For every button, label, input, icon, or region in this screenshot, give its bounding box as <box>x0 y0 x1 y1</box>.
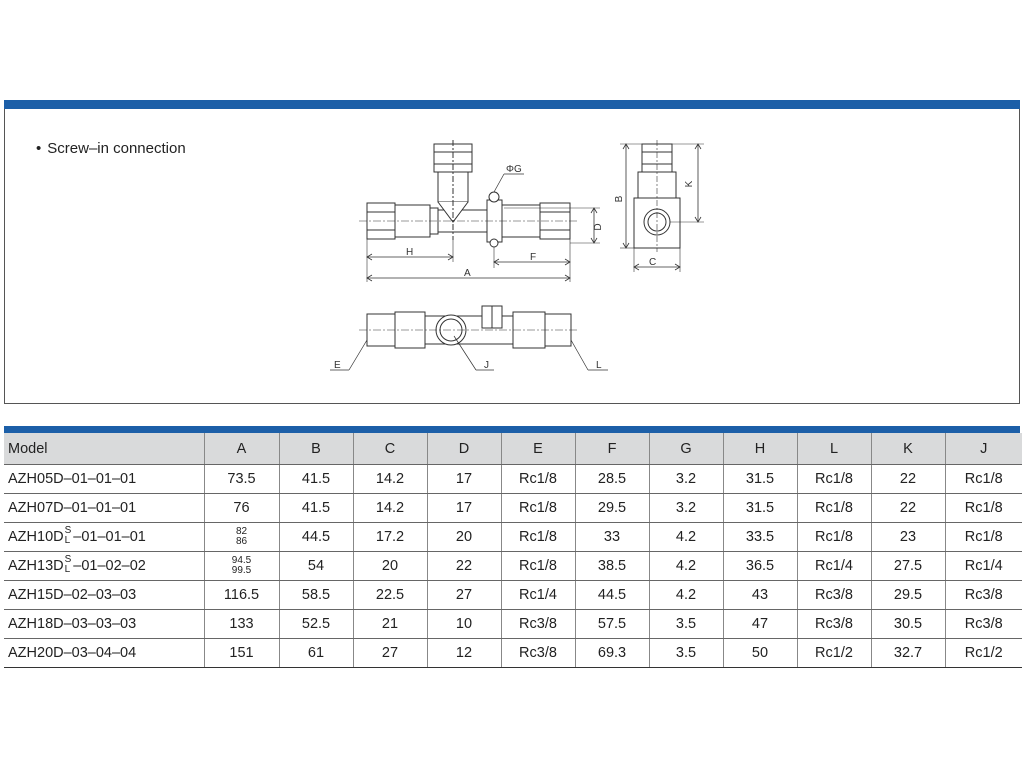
label-c: C <box>649 257 657 268</box>
header-a: A <box>204 433 279 465</box>
cell-k: 29.5 <box>871 581 945 610</box>
cell-l: Rc1/8 <box>797 465 871 494</box>
a-value-bottom: 99.5 <box>231 565 252 576</box>
table-row <box>4 523 1022 552</box>
front-view <box>359 140 604 282</box>
cell-a: 133 <box>204 610 279 639</box>
header-c: C <box>353 433 427 465</box>
cell-b: 52.5 <box>279 610 353 639</box>
table-row <box>4 581 1022 610</box>
cell-k: 22 <box>871 465 945 494</box>
label-k: K <box>684 180 695 188</box>
model-variant-l: L <box>64 564 71 575</box>
a-value-top: 94.5 <box>231 555 252 566</box>
cell-model: AZH18D–03–03–03 <box>4 610 204 639</box>
cell-a <box>204 552 279 581</box>
model-variant-stack <box>65 555 72 575</box>
header-e: E <box>501 433 575 465</box>
cell-k: 32.7 <box>871 639 945 668</box>
table-row <box>4 465 1022 494</box>
side-view <box>614 140 704 272</box>
model-variant-l: L <box>64 535 71 546</box>
cell-d: 22 <box>427 552 501 581</box>
cell-c: 27 <box>353 639 427 668</box>
cell-g: 4.2 <box>649 581 723 610</box>
model-prefix: AZH13D <box>8 557 64 574</box>
cell-k: 27.5 <box>871 552 945 581</box>
label-e: E <box>334 360 341 371</box>
cell-h: 50 <box>723 639 797 668</box>
label-f: F <box>530 252 537 263</box>
label-b: B <box>614 195 625 203</box>
dimension-drawing <box>4 100 1020 404</box>
cell-d: 20 <box>427 523 501 552</box>
cell-l: Rc3/8 <box>797 581 871 610</box>
cell-model <box>4 552 204 581</box>
a-value-top: 82 <box>235 526 248 537</box>
cell-b: 54 <box>279 552 353 581</box>
model-variant-stack <box>65 526 72 546</box>
cell-c: 14.2 <box>353 494 427 523</box>
top-view <box>330 306 608 371</box>
cell-j: Rc1/2 <box>945 639 1022 668</box>
cell-c: 20 <box>353 552 427 581</box>
cell-c: 17.2 <box>353 523 427 552</box>
cell-d: 10 <box>427 610 501 639</box>
cell-j: Rc1/8 <box>945 523 1022 552</box>
cell-h: 33.5 <box>723 523 797 552</box>
section-title-text: Screw–in connection <box>47 140 186 157</box>
cell-j: Rc1/4 <box>945 552 1022 581</box>
cell-k: 23 <box>871 523 945 552</box>
table-accent-bar <box>4 426 1020 433</box>
cell-f: 29.5 <box>575 494 649 523</box>
cell-a: 76 <box>204 494 279 523</box>
header-g: G <box>649 433 723 465</box>
cell-e: Rc3/8 <box>501 639 575 668</box>
label-l: L <box>596 360 602 371</box>
cell-c: 22.5 <box>353 581 427 610</box>
cell-j: Rc3/8 <box>945 581 1022 610</box>
cell-b: 44.5 <box>279 523 353 552</box>
cell-f: 69.3 <box>575 639 649 668</box>
model-variant-s: S <box>64 554 72 565</box>
model-suffix: –01–02–02 <box>73 557 146 574</box>
cell-f: 38.5 <box>575 552 649 581</box>
cell-model <box>4 523 204 552</box>
label-d: D <box>593 223 604 231</box>
cell-l: Rc1/8 <box>797 494 871 523</box>
cell-model: AZH15D–02–03–03 <box>4 581 204 610</box>
cell-j: Rc3/8 <box>945 610 1022 639</box>
cell-a: 73.5 <box>204 465 279 494</box>
cell-g: 3.5 <box>649 639 723 668</box>
table-header-row <box>4 433 1022 465</box>
table-row <box>4 639 1022 668</box>
header-k: K <box>871 433 945 465</box>
cell-b: 58.5 <box>279 581 353 610</box>
label-phi-g: ΦG <box>506 164 522 175</box>
cell-e: Rc1/8 <box>501 465 575 494</box>
cell-a: 151 <box>204 639 279 668</box>
header-f: F <box>575 433 649 465</box>
spec-table <box>4 433 1022 668</box>
cell-d: 17 <box>427 494 501 523</box>
bullet-icon: • <box>36 140 42 157</box>
cell-d: 12 <box>427 639 501 668</box>
cell-j: Rc1/8 <box>945 494 1022 523</box>
cell-c: 14.2 <box>353 465 427 494</box>
cell-g: 4.2 <box>649 552 723 581</box>
a-value-bottom: 86 <box>235 536 248 547</box>
cell-f: 33 <box>575 523 649 552</box>
model-variant-s: S <box>64 525 72 536</box>
cell-e: Rc1/8 <box>501 523 575 552</box>
cell-f: 28.5 <box>575 465 649 494</box>
cell-j: Rc1/8 <box>945 465 1022 494</box>
cell-l: Rc3/8 <box>797 610 871 639</box>
cell-b: 41.5 <box>279 465 353 494</box>
cell-l: Rc1/2 <box>797 639 871 668</box>
cell-b: 61 <box>279 639 353 668</box>
cell-h: 47 <box>723 610 797 639</box>
header-h: H <box>723 433 797 465</box>
cell-g: 3.2 <box>649 494 723 523</box>
cell-l: Rc1/4 <box>797 552 871 581</box>
model-prefix: AZH10D <box>8 528 64 545</box>
cell-e: Rc1/4 <box>501 581 575 610</box>
cell-model: AZH05D–01–01–01 <box>4 465 204 494</box>
cell-g: 4.2 <box>649 523 723 552</box>
cell-h: 43 <box>723 581 797 610</box>
a-value-stack <box>232 556 251 576</box>
cell-h: 36.5 <box>723 552 797 581</box>
header-b: B <box>279 433 353 465</box>
cell-e: Rc1/8 <box>501 552 575 581</box>
header-model: Model <box>4 433 204 465</box>
cell-a <box>204 523 279 552</box>
cell-g: 3.2 <box>649 465 723 494</box>
cell-h: 31.5 <box>723 494 797 523</box>
cell-k: 22 <box>871 494 945 523</box>
cell-a: 116.5 <box>204 581 279 610</box>
cell-h: 31.5 <box>723 465 797 494</box>
cell-model: AZH20D–03–04–04 <box>4 639 204 668</box>
cell-b: 41.5 <box>279 494 353 523</box>
cell-model: AZH07D–01–01–01 <box>4 494 204 523</box>
cell-e: Rc1/8 <box>501 494 575 523</box>
table-row <box>4 494 1022 523</box>
table-row <box>4 552 1022 581</box>
header-d: D <box>427 433 501 465</box>
cell-l: Rc1/8 <box>797 523 871 552</box>
cell-f: 57.5 <box>575 610 649 639</box>
cell-k: 30.5 <box>871 610 945 639</box>
a-value-stack <box>236 527 247 547</box>
cell-c: 21 <box>353 610 427 639</box>
label-h: H <box>406 247 414 258</box>
drawing-panel <box>4 100 1020 404</box>
header-j: J <box>945 433 1022 465</box>
cell-g: 3.5 <box>649 610 723 639</box>
label-j: J <box>484 360 489 371</box>
cell-d: 17 <box>427 465 501 494</box>
model-suffix: –01–01–01 <box>73 528 146 545</box>
cell-d: 27 <box>427 581 501 610</box>
table-row <box>4 610 1022 639</box>
label-a: A <box>464 268 471 279</box>
header-l: L <box>797 433 871 465</box>
cell-e: Rc3/8 <box>501 610 575 639</box>
cell-f: 44.5 <box>575 581 649 610</box>
